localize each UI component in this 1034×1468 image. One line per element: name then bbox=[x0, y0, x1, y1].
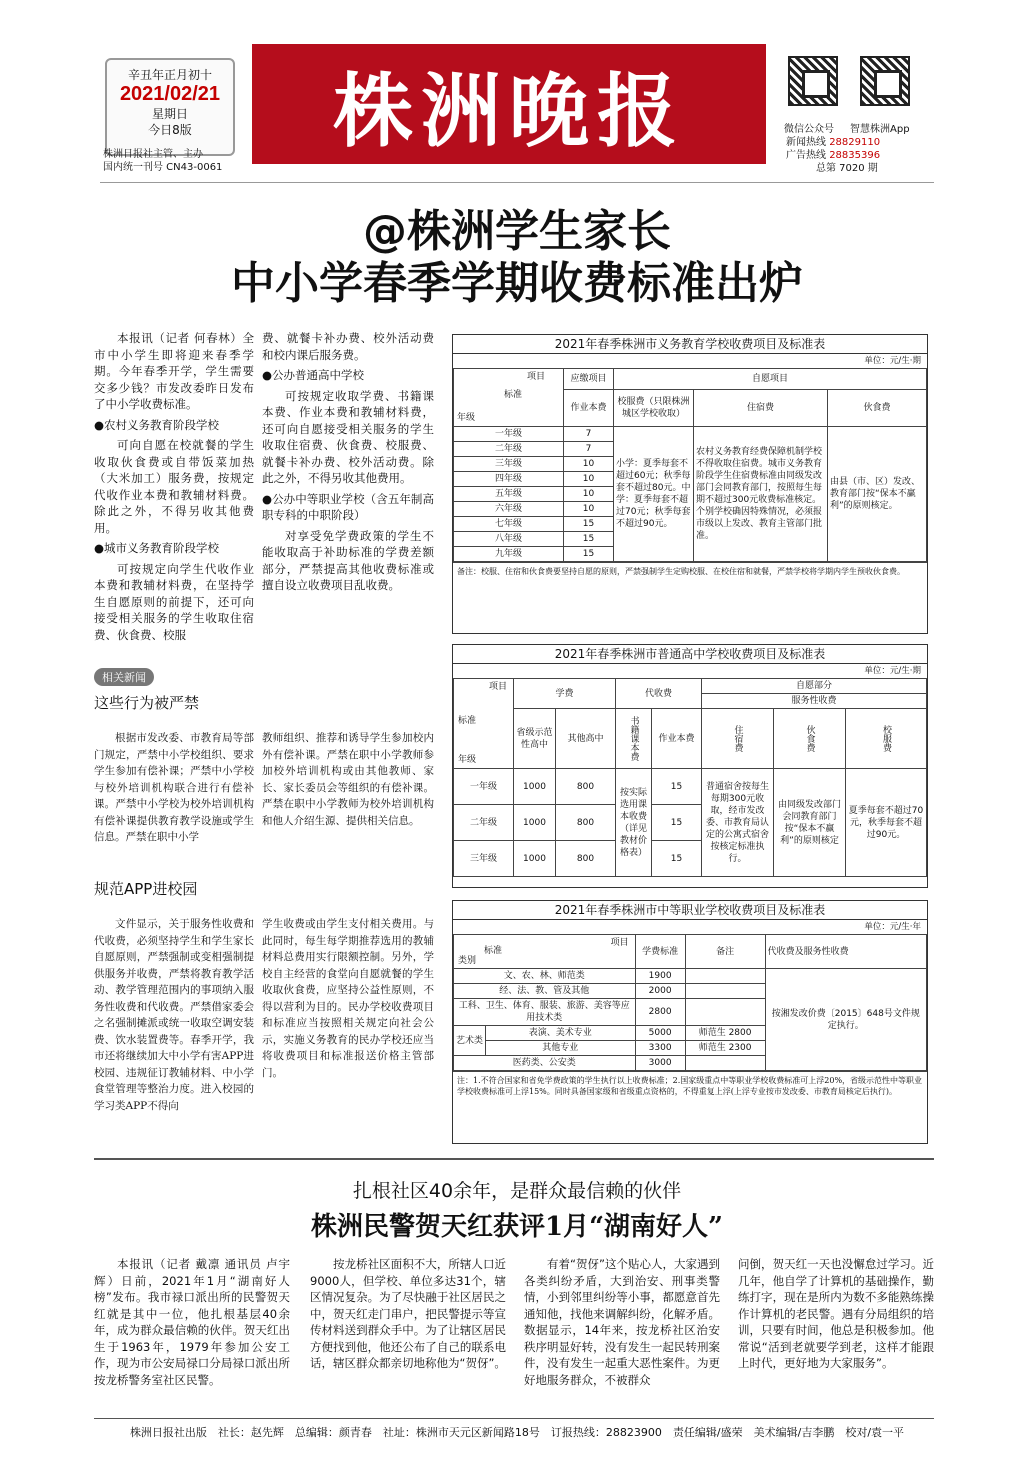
subhead-highschool: ●公办普通高中学校 bbox=[262, 368, 365, 382]
fee-table: 项目 标准 年级 学费 代收费 自愿部分 服务性收费 省级示范性高中 其他高中 书籍课本费 作业本费 住宿费 伙食费 校服费 一年级 1000 800 按实际选用课本收费（详见教材价格表） 15 普通宿舍按每生每期300元收取，经市发改委、市教育局认定的公寓式宿舍按核定标准执行。 由同级发改部门会同教育部门按“保本不赢利”的原则核定 夏季每套不超过70元，秋季每套不超过90元。 二年级 1000 800 15 三年级 1000 800 15 bbox=[453, 678, 927, 877]
headline-line1: @株洲学生家长 bbox=[363, 206, 671, 257]
table-title: 2021年春季株洲市义务教育学校收费项目及标准表 bbox=[453, 335, 927, 354]
table-row: 四年级 10 bbox=[454, 472, 927, 487]
lunar-date: 辛丑年正月初十 bbox=[127, 68, 212, 82]
table-row: 五年级 10 bbox=[454, 487, 927, 502]
publisher-info bbox=[103, 148, 253, 174]
table-unit: 单位：元/生·期 bbox=[864, 356, 921, 366]
header-divider bbox=[100, 182, 934, 183]
qr-code-icon bbox=[860, 56, 910, 106]
masthead: 株洲晚报 bbox=[252, 44, 766, 164]
issue-number: 总第 7020 期 bbox=[816, 163, 878, 174]
table-row: 九年级 15 bbox=[454, 547, 927, 562]
table-compulsory bbox=[452, 334, 928, 634]
table-row: 三年级 10 bbox=[454, 457, 927, 472]
related-col-1: 根据市发改委、市教育局等部门规定，严禁中小学校组织、要求学生参加有偿补课；严禁中小学校与校外培训机构联合进行有偿补课。严禁中小学校为校外培训机构有偿补课提供教育教学设施或学生信息。严禁在职中小学 bbox=[94, 732, 254, 843]
section-divider bbox=[94, 1158, 934, 1160]
qr-code-icon bbox=[788, 56, 838, 106]
table-row: 工科、卫生、体育、服装、旅游、美容等应用技术类 2800 bbox=[454, 999, 927, 1026]
news-hotline: 28829110 bbox=[829, 137, 881, 148]
subhead-vocational: ●公办中等职业学校（含五年制高职专科的中职阶段） bbox=[262, 491, 434, 522]
article-col-1: 本报讯（记者 何春林）全市中小学生即将迎来春季学期。今年春季开学，学生需要交多少钱？市发改委昨日发布了中小学收费标准。 ●农村义务教育阶段学校 可向自愿在校就餐的学生收取伙食费或自带饭菜加热（大米加工）服务费，按规定代收作业本费和教辅材料费。除此之外，不得另收其他费用。 ●城市义务教育阶段学校 可按规定向学生代收作业本费和教辅材料费，在坚持学生自愿原则的前提下，还可向接受相关服务的学生收取住宿费、伙食费、校服 bbox=[94, 331, 254, 642]
table-unit: 单位：元/生·期 bbox=[864, 666, 921, 676]
subhead-urban: ●城市义务教育阶段学校 bbox=[94, 541, 220, 555]
footer: 株洲日报社出版 社长：赵先辉 总编辑：颜青春 社址：株洲市天元区新闻路18号 订报热线：28823900 责任编辑/盛荣 美术编辑/吉李鹏 校对/袁一平 bbox=[129, 1426, 905, 1439]
issue-date: 2021/02/21 bbox=[119, 83, 221, 105]
ad-hotline: 28835396 bbox=[829, 150, 881, 161]
table-row: 艺术类 表演、美术专业 5000 师范生 2800 bbox=[454, 1026, 927, 1041]
table-note: 注：1.不符合国家和省免学费政策的学生执行以上收费标准；2.国家级重点中等职业学校收费标准可上浮20%，省级示范性中等职业学校收费标准可上浮15%。同时具备国家级和省级重点资格的，不得重复上浮(上浮专业按市发改委、市教育局核定后执行)。 bbox=[453, 1071, 927, 1100]
related-heading-2: 规范APP进校园 bbox=[94, 880, 198, 898]
table-highschool bbox=[452, 644, 928, 888]
table-row: 一年级 7 小学：夏季每套不超过60元；秋季每套不超过80元。中学：夏季每套不超过70元；秋季每套不超过90元。 农村义务教育经费保障机制学校不得收取住宿费。城市义务教育阶段学生住宿费标准由同级发改部门会同教育部门，按照每生每期不超过300元收费标准核定。个别学校确因特殊情况，必须报市级以上发改、教育主管部门批准。 由县（市、区）发改、教育部门按“保本不赢利”的原则核定。 bbox=[454, 427, 927, 442]
story2-col-2: 按龙桥社区面积不大，所辖人口近9000人，但学校、单位多达31个，辖区情况复杂。为了尽快融于社区居民之中，贺天红走门串户，把民警提示等宣传材料送到群众手中。为了让辖区居民方便找到他，他还公布了自己的联系电话，辖区群众都亲切地称他为“贺伢”。 bbox=[310, 1257, 506, 1370]
table-row: 经、法、教、管及其他 2000 bbox=[454, 984, 927, 999]
table-row: 医药类、公安类 3000 bbox=[454, 1056, 927, 1071]
related-news-tag: 相关新闻 bbox=[94, 668, 154, 686]
table-row: 三年级 1000 800 15 bbox=[454, 841, 927, 877]
table-title: 2021年春季株洲市普通高中学校收费项目及标准表 bbox=[453, 645, 927, 664]
hotlines: 新闻热线 28829110 广告热线 28835396 总第 7020 期 bbox=[786, 137, 881, 174]
date-box bbox=[105, 58, 235, 156]
article-col-2: 费、就餐卡补办费、校外活动费和校内课后服务费。 ●公办普通高中学校 可按规定收取学费、书籍课本费、作业本费和教辅材料费，还可向自愿接受相关服务的学生收取住宿费、伙食费、校服费、就餐卡补办费、校外活动费。除此之外，不得另收其他费用。 ●公办中等职业学校（含五年制高职专科的中职阶段） 对享受免学费政策的学生不能收取高于补助标准的学费差额部分，严禁提高其他收费标准或擅自设立收费项目乱收费。 bbox=[262, 331, 434, 592]
story2-title: 株洲民警贺天红获评1月“湖南好人” bbox=[310, 1212, 723, 1242]
subhead-rural: ●农村义务教育阶段学校 bbox=[94, 417, 220, 432]
table-row: 八年级 15 bbox=[454, 532, 927, 547]
table-unit: 单位：元/生·年 bbox=[864, 922, 921, 932]
sponsor: 株洲日报社主管、主办 bbox=[103, 149, 203, 160]
related-col-2: 教师组织、推荐和诱导学生参加校内外有偿补课。严禁在职中小学教师参加校外培训机构或由其他教师、家长、家长委员会等组织的有偿补课。严禁在职中小学教师为校外培训机构和他人介绍生源、提供相关信息。 bbox=[262, 732, 434, 827]
related-heading-1: 这些行为被严禁 bbox=[94, 694, 200, 712]
headline-line2: 中小学春季学期收费标准出炉 bbox=[231, 258, 803, 309]
table-row: 其他专业 3300 师范生 2300 bbox=[454, 1041, 927, 1056]
related-col-4: 学生收费或由学生支付相关费用。与此同时，每生每学期推荐选用的教辅材料总费用实行限额控制。另外，学校自主经营的食堂向自愿就餐的学生收取伙食费，应坚持公益性原则，不得以营利为目的。民办学校收费项目和标准应当按照相关规定向社会公示，实施义务教育的民办学校还应当将收费项目和标准报送价格主管部门。 bbox=[262, 918, 434, 1079]
page-count: 今日8版 bbox=[148, 123, 192, 137]
table-row: 二年级 7 bbox=[454, 442, 927, 457]
story2-kicker: 扎根社区40余年，是群众最信赖的伙伴 bbox=[352, 1180, 682, 1202]
story2-col-1: 本报讯（记者 戴凛 通讯员 卢宇辉）日前，2021年1月“湖南好人榜”发布。我市禄口派出所的民警贺天红就是其中一位，他扎根基层40余年，成为群众最信赖的伙伴。贺天红出生于1963年，1979年参加公安工作，现为市公安局禄口分局禄口派出所按龙桥警务室社区民警。 bbox=[94, 1257, 290, 1387]
weekday: 星期日 bbox=[151, 107, 188, 121]
qr-wechat[interactable] bbox=[788, 56, 838, 106]
table-title: 2021年春季株洲市中等职业学校收费项目及标准表 bbox=[453, 901, 927, 920]
story2-col-3: 有着“贺伢”这个贴心人，大家遇到各类纠纷矛盾，大到治安、刑事类警情，小到邻里纠纷等小事，都愿意首先通知他，找他来调解纠纷，化解矛盾。数据显示，14年来，按龙桥社区治安秩序明显好转，没有发生一起民转刑案件，没有发生一起重大恶性案件。为更好地服务群众，不被群众 bbox=[524, 1257, 720, 1387]
related-col-3: 文件显示，关于服务性收费和代收费，必须坚持学生和学生家长自愿原则，严禁强制或变相强制提供服务并收费，严禁将教育教学活动、教学管理范围内的事项纳入服务性收费和代收费。严禁借家委会之名强制摊派或统一收取空调安装费、饮水装置费等。春季开学，我市还将继续加大中小学有害APP进校园、违规征订教辅材料、中小学食堂管理等整治力度。进入校园的学习类APP不得向 bbox=[94, 918, 254, 1112]
cn-number: 国内统一刊号 CN43-0061 bbox=[103, 162, 223, 173]
footer-divider bbox=[94, 1418, 934, 1419]
qr-wechat-label: 微信公众号 bbox=[784, 124, 834, 135]
qr-app[interactable] bbox=[860, 56, 910, 106]
table-vocational bbox=[452, 900, 928, 1144]
table-row: 文、农、林、师范类 1900 按湘发改价费〔2015〕648号文件规定执行。 bbox=[454, 969, 927, 984]
qr-app-label: 智慧株洲App bbox=[850, 124, 910, 135]
fee-table: 项目 标准 年级 应缴项目 自愿项目 作业本费 校服费（只限株洲城区学校收取） 住宿费 伙食费 一年级 7 小学：夏季每套不超过60元；秋季每套不超过80元。中学：夏季每套不超过70元；秋季每套不超过90元。 农村义务教育经费保障机制学校不得收取住宿费。城市义务教育阶段学生住宿费标准由同级发改部门会同教育部门，按照每生每期不超过300元收费标准核定。个别学校确因特殊情况，必须报市级以上发改、教育主管部门批准。 由县（市、区）发改、教育部门按“保本不赢利”的原则核定。 二年级 7 三年级 10 四年级 10 五年级 10 六年级 10 七年级 15 八年级 15 九年级 15 bbox=[453, 368, 927, 562]
table-row: 七年级 15 bbox=[454, 517, 927, 532]
fee-table: 项目 标准 类别 学费标准 备注 代收费及服务性收费 文、农、林、师范类 1900 按湘发改价费〔2015〕648号文件规定执行。 经、法、教、管及其他 2000 工科、卫生、体育、服装、旅游、美容等应用技术类 2800 艺术类 表演、美术专业 5000 师范生 2800 其他专业 3300 师范生 2300 医药类、公安类 3000 bbox=[453, 934, 927, 1071]
table-note: 备注：校服、住宿和伙食费要坚持自愿的原则，严禁强制学生定购校服、在校住宿和就餐，严禁学校将学期内学生预收伙食费。 bbox=[453, 562, 927, 580]
table-row: 六年级 10 bbox=[454, 502, 927, 517]
story2-col-4: 问倒，贺天红一天也没懈怠过学习。近几年，他自学了计算机的基础操作，勤练打字，现在是所内为数不多能熟练操作计算机的老民警。遇有分局组织的培训，只要有时间，他总是积极参加。他常说“活到老就要学到老，这样才能跟上时代，更好地为大家服务”。 bbox=[738, 1257, 934, 1370]
table-row: 二年级 1000 800 15 bbox=[454, 805, 927, 841]
table-row: 一年级 1000 800 按实际选用课本收费（详见教材价格表） 15 普通宿舍按每生每期300元收取，经市发改委、市教育局认定的公寓式宿舍按核定标准执行。 由同级发改部门会同教育部门按“保本不赢利”的原则核定 夏季每套不超过70元，秋季每套不超过90元。 bbox=[454, 769, 927, 805]
